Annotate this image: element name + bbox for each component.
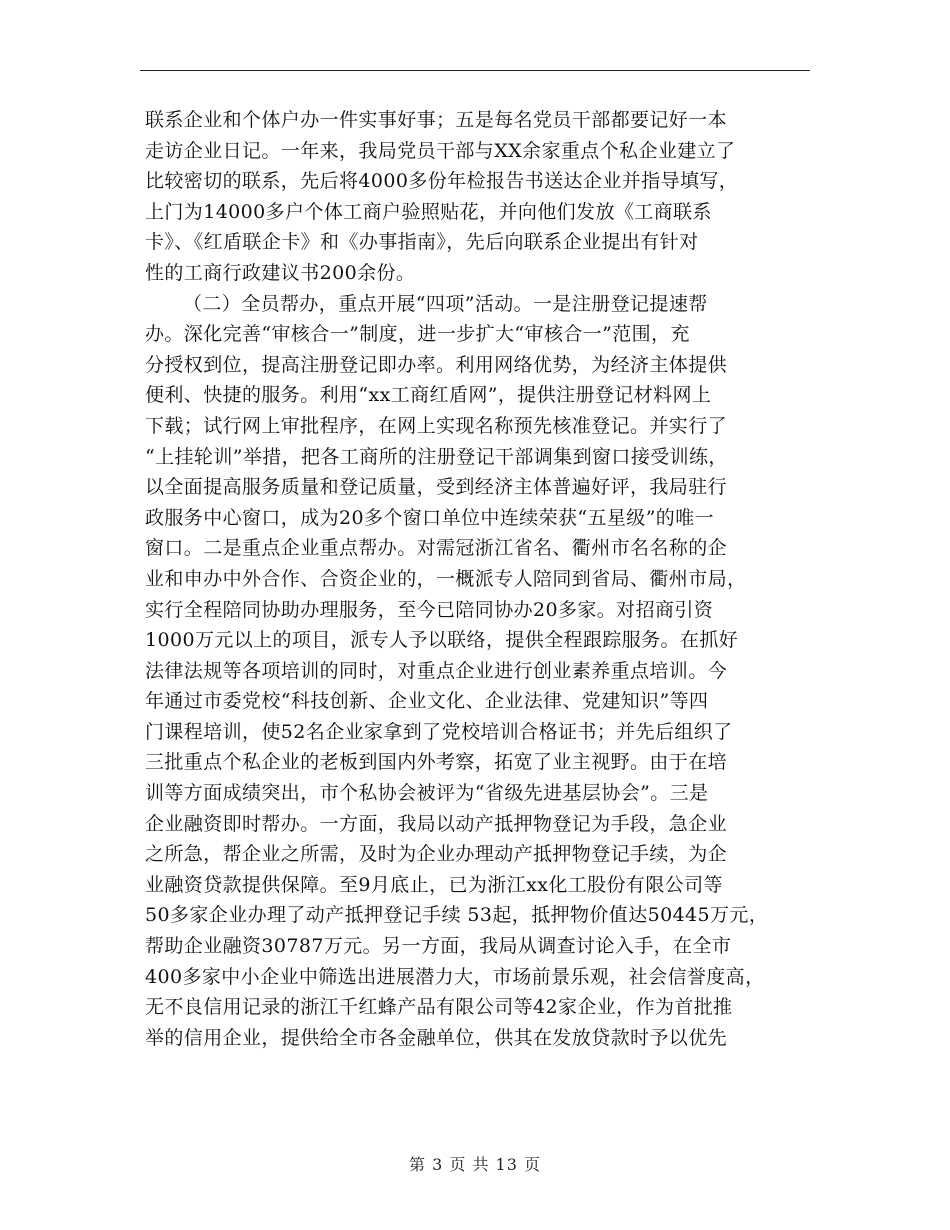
text-line: 1000万元以上的项目，派专人予以联络，提供全程跟踪服务。在抓好 xyxy=(145,629,739,652)
text-line: 帮助企业融资30787万元。另一方面，我局从调查讨论入手，在全市 xyxy=(145,935,732,958)
text-line: 走访企业日记。一年来，我局党员干部与XX余家重点个私企业建立了 xyxy=(145,139,736,162)
text-line: 门课程培训，使52名企业家拿到了党校培训合格证书；并先后组织了 xyxy=(145,720,733,743)
paragraph-start-line: （二）全员帮办，重点开展“四项”活动。一是注册登记提速帮 xyxy=(183,292,708,315)
text-line: 之所急，帮企业之所需，及时为企业办理动产抵押物登记手续，为企 xyxy=(145,843,728,866)
text-line: 卡》、《红盾联企卡》和《办事指南》，先后向联系企业提出有针对 xyxy=(145,231,699,254)
text-line: 400多家中小企业中筛选出进展潜力大，市场前景乐观，社会信誉度高， xyxy=(145,965,765,988)
text-line: 业融资贷款提供保障。至9月底止，已为浙江xx化工股份有限公司等 xyxy=(145,873,723,896)
text-line: 办。深化完善“审核合一”制度，进一步扩大“审核合一”范围，充 xyxy=(145,323,690,346)
text-line: “上挂轮训”举措，把各工商所的注册登记干部调集到窗口接受训练， xyxy=(145,445,728,468)
text-line: 以全面提高服务质量和登记质量，受到经济主体普遍好评，我局驻行 xyxy=(145,476,728,499)
text-line: 下载；试行网上审批程序，在网上实现名称预先核准登记。并实行了 xyxy=(145,414,728,437)
page-number-footer: 第 3 页 共 13 页 xyxy=(409,1155,541,1174)
text-line: 性的工商行政建议书200余份。 xyxy=(145,261,416,284)
text-line: 便利、快捷的服务。利用“xx工商红盾网”，提供注册登记材料网上 xyxy=(145,384,712,407)
header-rule xyxy=(140,70,810,71)
text-line: 无不良信用记录的浙江千红蜂产品有限公司等42家企业，作为首批推 xyxy=(145,996,733,1019)
text-line: 业和申办中外合作、合资企业的，一概派专人陪同到省局、衢州市局， xyxy=(145,567,747,590)
text-line: 实行全程陪同协助办理服务，至今已陪同协办20多家。对招商引资 xyxy=(145,598,714,621)
text-line: 年通过市委党校“科技创新、企业文化、企业法律、党建知识”等四 xyxy=(145,690,709,713)
text-line: 企业融资即时帮办。一方面，我局以动产抵押物登记为手段，急企业 xyxy=(145,812,728,835)
text-line: 举的信用企业，提供给全市各金融单位，供其在发放贷款时予以优先 xyxy=(145,1026,728,1049)
text-line: 联系企业和个体户办一件实事好事；五是每名党员干部都要记好一本 xyxy=(145,109,728,131)
text-line: 政服务中心窗口，成为20多个窗口单位中连续荣获“五星级”的唯一 xyxy=(145,506,715,529)
text-line: 窗口。二是重点企业重点帮办。对需冠浙江省名、衢州市名名称的企 xyxy=(145,537,728,560)
text-line: 分授权到位，提高注册登记即办率。利用网络优势，为经济主体提供 xyxy=(145,353,728,376)
text-line: 三批重点个私企业的老板到国内外考察，拓宽了业主视野。由于在培 xyxy=(145,751,728,774)
text-line: 比较密切的联系，先后将4000多份年检报告书送达企业并指导填写， xyxy=(145,170,739,193)
text-line: 训等方面成绩突出，市个私协会被评为“省级先进基层协会”。三是 xyxy=(145,782,709,805)
text-line: 法律法规等各项培训的同时，对重点企业进行创业素养重点培训。今 xyxy=(145,659,728,682)
body-text xyxy=(145,105,805,1053)
text-line: 50多家企业办理了动产抵押登记手续 53起，抵押物价值达50445万元， xyxy=(145,904,769,927)
text-line: 上门为14000多户个体工商户验照贴花，并向他们发放《工商联系 xyxy=(145,200,712,223)
